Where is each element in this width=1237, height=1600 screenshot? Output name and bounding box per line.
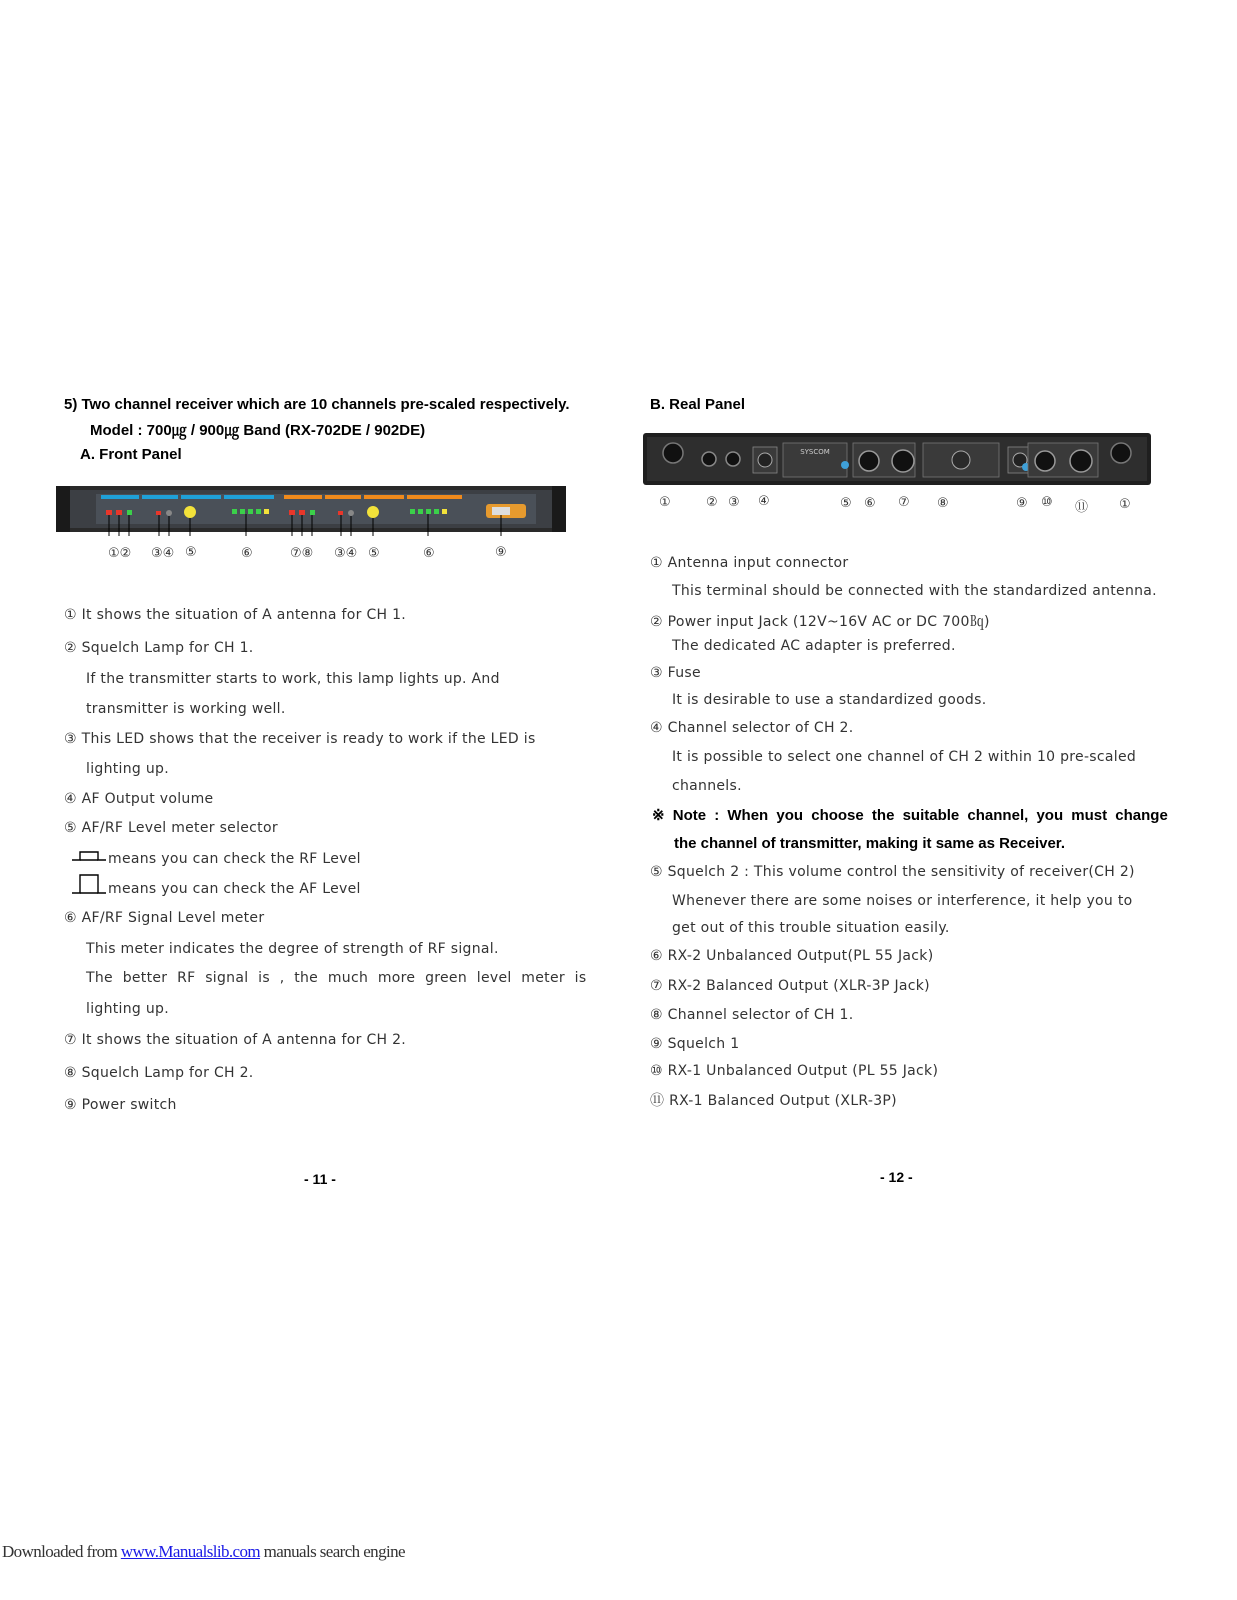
list-item: ⑥ AF/RF Signal Level meter — [64, 910, 265, 926]
model-line: Model : 700㎍ / 900㎍ Band (RX-702DE / 902DE) — [90, 422, 426, 439]
list-item-detail: The better RF signal is , the much more green level meter is — [86, 970, 587, 986]
front-panel-heading: A. Front Panel — [80, 446, 182, 463]
list-item: ① Antenna input connector — [650, 555, 849, 571]
front-panel-image — [56, 484, 566, 536]
af-level-note: means you can check the AF Level — [108, 881, 361, 897]
callout-3-4: ③④ — [151, 546, 175, 561]
download-footer — [2, 1542, 405, 1562]
list-item-detail: This terminal should be connected with the standardized antenna. — [672, 583, 1157, 599]
list-item: ⑨ Squelch 1 — [650, 1036, 740, 1052]
rear-callout-8: ⑧ — [937, 496, 949, 511]
callout-3-4-ch2: ③④ — [334, 546, 358, 561]
button-pressed-icon — [72, 873, 106, 895]
list-item: ⑦ RX-2 Balanced Output (XLR-3P Jack) — [650, 978, 930, 994]
list-item-detail: It is desirable to use a standardized goods. — [672, 692, 987, 708]
rear-callout-1b: ① — [1119, 497, 1131, 512]
list-item: ⑤ AF/RF Level meter selector — [64, 820, 278, 836]
manualslib-link[interactable]: www.Manualslib.com — [120, 1542, 261, 1561]
rear-callout-5: ⑤ — [840, 496, 852, 511]
list-item-detail: transmitter is working well. — [86, 701, 286, 717]
list-item: ⑧ Squelch Lamp for CH 2. — [64, 1065, 254, 1081]
section-heading: 5) Two channel receiver which are 10 channels pre-scaled respectively. — [64, 396, 570, 413]
callout-7-8: ⑦⑧ — [290, 546, 314, 561]
list-item-detail: lighting up. — [86, 761, 169, 777]
list-item-detail: If the transmitter starts to work, this lamp lights up. And — [86, 671, 500, 687]
page-number-left: - 11 - — [304, 1171, 336, 1187]
list-item: ② Power input Jack (12V~16V AC or DC 700㏃) — [650, 614, 990, 630]
rear-callout-2: ② — [706, 495, 718, 510]
rear-callout-11: ⑪ — [1075, 500, 1089, 515]
rf-level-note: means you can check the RF Level — [108, 851, 361, 867]
list-item: ⑥ RX-2 Unbalanced Output(PL 55 Jack) — [650, 948, 934, 964]
list-item: ⑤ Squelch 2 : This volume control the sensitivity of receiver(CH 2) — [650, 864, 1135, 880]
rear-callout-9: ⑨ — [1016, 496, 1028, 511]
list-item: ⑦ It shows the situation of A antenna for CH 2. — [64, 1032, 407, 1048]
list-item-detail: channels. — [672, 778, 742, 794]
callout-6: ⑥ — [241, 546, 253, 561]
button-released-icon — [72, 848, 106, 864]
note-line: ※ Note : When you choose the suitable channel, you must change — [652, 807, 1168, 824]
page-number-right: - 12 - — [880, 1169, 913, 1185]
svg-text:SYSCOM: SYSCOM — [800, 448, 830, 456]
note-line: the channel of transmitter, making it same as Receiver. — [674, 835, 1065, 852]
list-item-detail: lighting up. — [86, 1001, 169, 1017]
list-item: ③ This LED shows that the receiver is ready to work if the LED is — [64, 731, 536, 747]
list-item-detail: The dedicated AC adapter is preferred. — [672, 638, 956, 654]
list-item: ③ Fuse — [650, 665, 701, 681]
list-item: ⑨ Power switch — [64, 1097, 177, 1113]
rear-callout-4: ④ — [758, 494, 770, 509]
list-item: ④ AF Output volume — [64, 791, 214, 807]
list-item: ⑪ RX-1 Balanced Output (XLR-3P) — [650, 1093, 897, 1109]
list-item-detail: It is possible to select one channel of CH 2 within 10 pre-scaled — [672, 749, 1137, 765]
rear-callout-3: ③ — [728, 495, 740, 510]
list-item-detail: This meter indicates the degree of strength of RF signal. — [86, 941, 499, 957]
list-item: ④ Channel selector of CH 2. — [650, 720, 854, 736]
rear-callout-6: ⑥ — [864, 496, 876, 511]
list-item: ⑧ Channel selector of CH 1. — [650, 1007, 854, 1023]
rear-callout-7: ⑦ — [898, 495, 910, 510]
list-item-detail: get out of this trouble situation easily. — [672, 920, 950, 936]
callout-5: ⑤ — [185, 545, 197, 560]
list-item: ① It shows the situation of A antenna for CH 1. — [64, 607, 407, 623]
callout-6-ch2: ⑥ — [423, 546, 435, 561]
footer-suffix: manuals search engine — [260, 1542, 405, 1561]
rear-callout-1: ① — [659, 495, 671, 510]
list-item-detail: Whenever there are some noises or interference, it help you to — [672, 893, 1133, 909]
real-panel-heading: B. Real Panel — [650, 396, 746, 413]
rear-callout-10: ⑩ — [1041, 495, 1053, 510]
callout-1-2: ①② — [108, 546, 132, 561]
callout-5-ch2: ⑤ — [368, 546, 380, 561]
callout-9: ⑨ — [495, 545, 507, 560]
list-item: ⑩ RX-1 Unbalanced Output (PL 55 Jack) — [650, 1063, 939, 1079]
list-item: ② Squelch Lamp for CH 1. — [64, 640, 254, 656]
rear-panel-image — [643, 433, 1151, 487]
footer-prefix: Downloaded from — [2, 1542, 121, 1561]
